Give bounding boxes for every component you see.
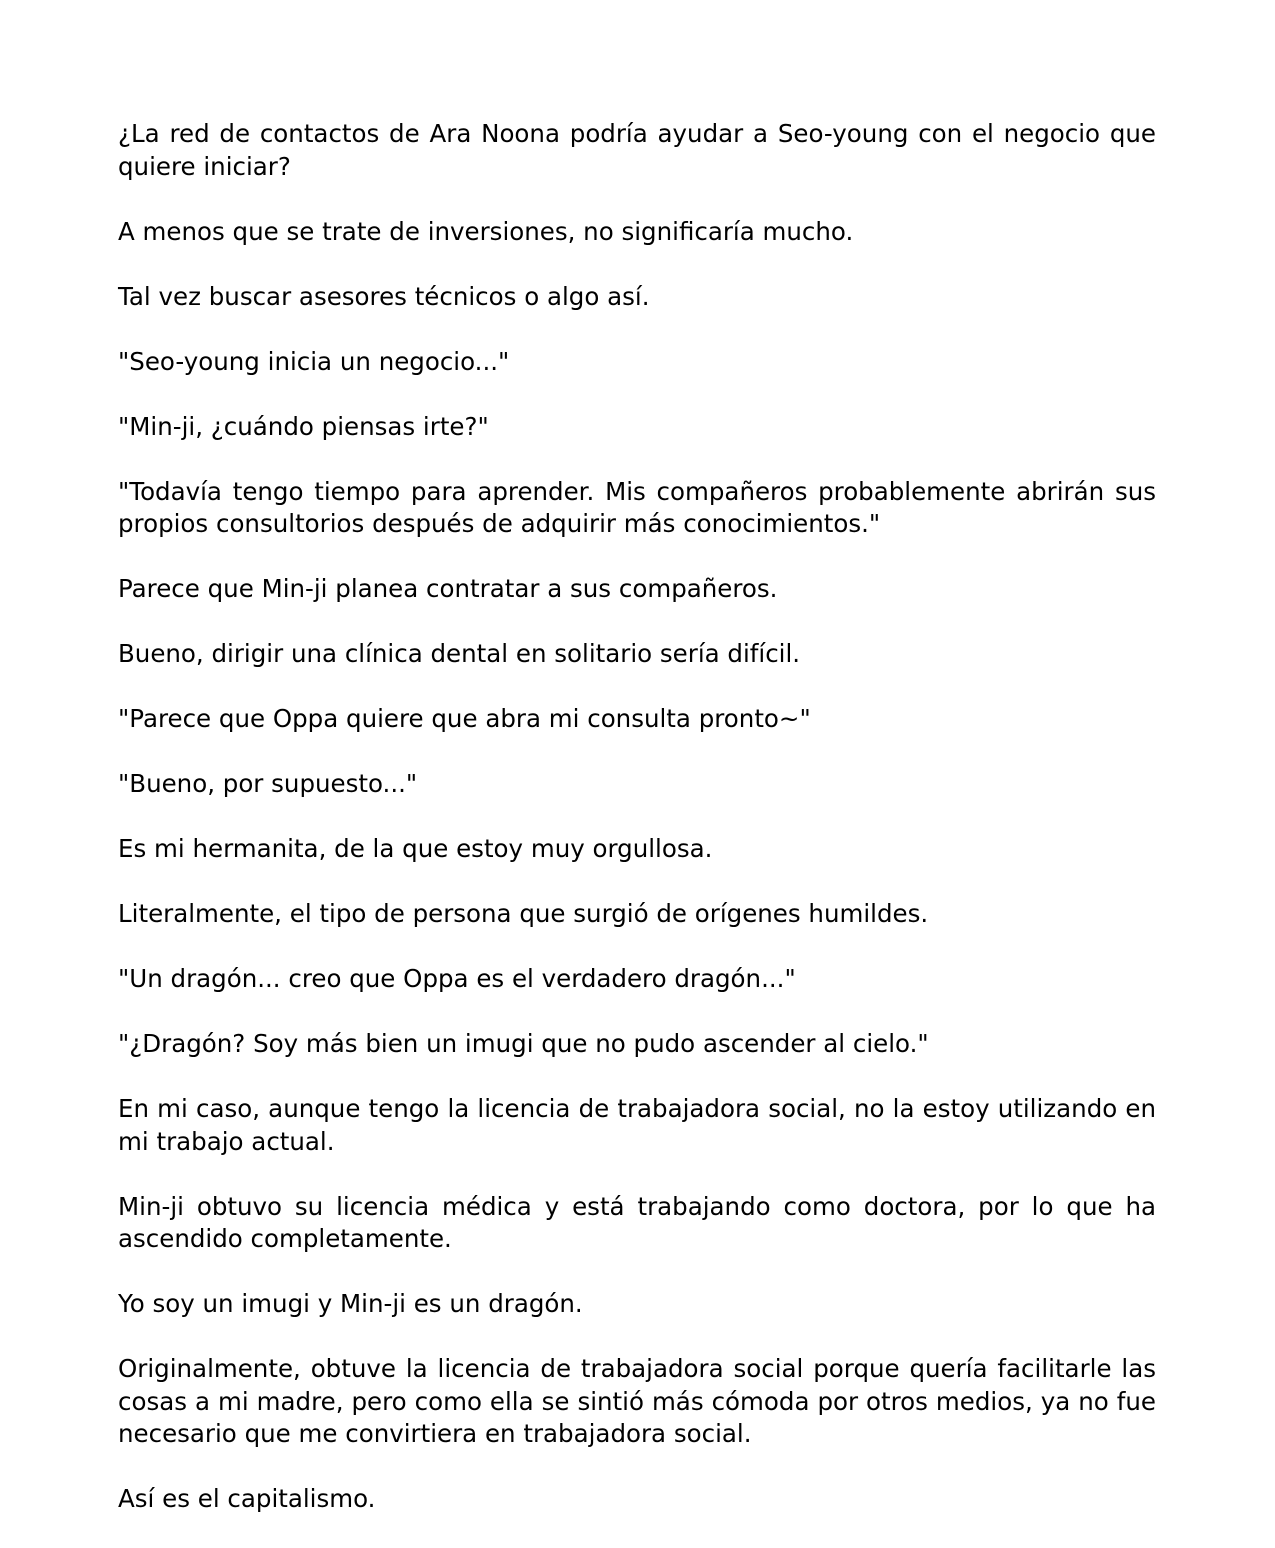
paragraph-9: "Parece que Oppa quiere que abra mi consulta pronto~" (118, 704, 811, 733)
paragraph-7: Parece que Min-ji planea contratar a sus compañeros. (118, 574, 778, 603)
paragraph-2: A menos que se trate de inversiones, no significaría mucho. (118, 216, 854, 246)
paragraph-13: "Un dragón... creo que Oppa es el verdadero dragón..." (118, 964, 796, 993)
paragraph-15: En mi caso, aunque tengo la licencia de trabajadora social, no la estoy utilizando en mi trabajo actual. (118, 1094, 1156, 1156)
paragraph-17: Yo soy un imugi y Min-ji es un dragón. (118, 1289, 583, 1318)
paragraph-14: "¿Dragón? Soy más bien un imugi que no pudo ascender al cielo." (118, 1029, 929, 1058)
paragraph-4: "Seo-young inicia un negocio..." (118, 346, 510, 376)
paragraph-10: "Bueno, por supuesto..." (118, 769, 418, 798)
paragraph-8: Bueno, dirigir una clínica dental en solitario sería difícil. (118, 639, 801, 668)
paragraph-18: Originalmente, obtuve la licencia de trabajadora social porque quería facilitarle las cosas a mi madre, pero como ella se sintió más cómoda por otros medios, ya no fue necesario que me convirtiera en trabajadora social. (118, 1354, 1156, 1448)
paragraph-19: Así es el capitalismo. (118, 1484, 376, 1513)
paragraph-12: Literalmente, el tipo de persona que surgió de orígenes humildes. (118, 899, 929, 928)
paragraph-6: "Todavía tengo tiempo para aprender. Mis compañeros probablemente abrirán sus propios consultorios después de adquirir más conocimientos." (118, 476, 1156, 538)
document-page (118, 118, 1156, 1548)
paragraph-3: Tal vez buscar asesores técnicos o algo así. (118, 281, 650, 311)
paragraph-1: ¿La red de contactos de Ara Noona podría ayudar a Seo-young con el negocio que quiere iniciar? (118, 119, 1156, 181)
paragraph-5: "Min-ji, ¿cuándo piensas irte?" (118, 411, 489, 441)
paragraph-11: Es mi hermanita, de la que estoy muy orgullosa. (118, 834, 713, 863)
paragraph-16: Min-ji obtuvo su licencia médica y está trabajando como doctora, por lo que ha ascendido completamente. (118, 1191, 1156, 1253)
